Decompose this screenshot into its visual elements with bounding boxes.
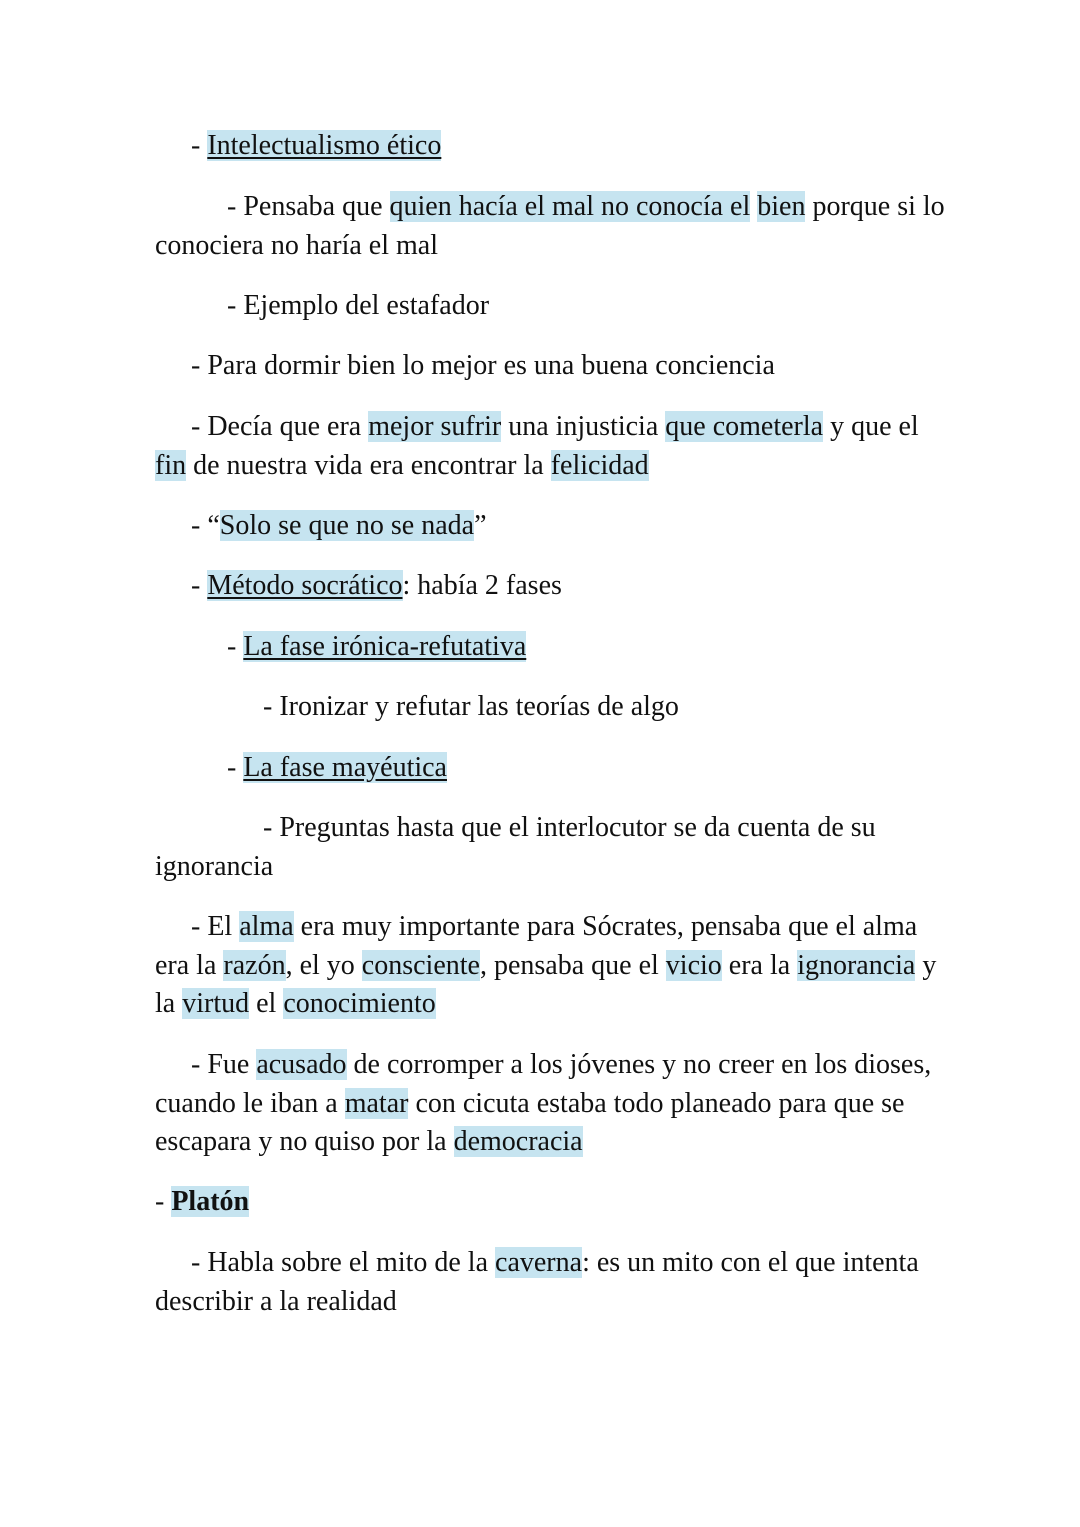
highlighted-text: alma: [239, 911, 294, 942]
bullet-dash: -: [227, 631, 244, 662]
highlighted-text: quien hacía el mal no conocía el: [389, 191, 751, 222]
highlighted-text: vicio: [665, 949, 722, 981]
highlighted-text: conocimiento: [283, 988, 436, 1019]
text-run: ”: [474, 510, 487, 541]
highlighted-text: mejor sufrir: [368, 411, 502, 442]
highlighted-text: La fase mayéutica: [243, 752, 447, 783]
text-run: : había 2 fases: [402, 570, 562, 601]
highlighted-text: consciente: [361, 949, 480, 981]
bullet-dash: -: [263, 691, 280, 722]
heading-platon: [155, 1183, 945, 1222]
text-run: Ironizar y refutar las teorías de algo: [279, 691, 679, 722]
highlighted-text: que cometerla: [665, 411, 824, 442]
bullet-dash: -: [227, 290, 244, 321]
bullet-dash: -: [191, 130, 208, 161]
text-run: el: [249, 988, 284, 1019]
heading-metodo-socratico: [155, 567, 945, 606]
text-run: Preguntas hasta que el interlocutor se da cuenta de su ignorancia: [155, 812, 876, 882]
text-run: Habla sobre el mito de la: [207, 1247, 496, 1278]
text-run: porque si lo conociera no haría el mal: [155, 191, 945, 261]
highlighted-text: La fase irónica-refutativa: [243, 631, 527, 662]
highlighted-text: matar: [344, 1087, 409, 1119]
bullet-dash: -: [227, 191, 244, 222]
note-mejor-sufrir: [155, 408, 945, 485]
highlighted-text: Solo se que no se nada: [219, 510, 475, 541]
text-run: , pensaba que el: [479, 949, 666, 981]
highlighted-text: Platón: [171, 1186, 250, 1217]
highlighted-text: bien: [757, 191, 806, 222]
note-ironizar: [155, 688, 945, 727]
highlighted-text: razón: [223, 949, 286, 981]
note-preguntas: [155, 809, 945, 886]
text-run: Fue: [207, 1049, 257, 1080]
text-run: , el yo: [285, 949, 362, 981]
bullet-dash: -: [191, 510, 208, 541]
text-run: y la: [155, 949, 937, 1019]
text-run: El: [207, 911, 240, 942]
bullet-dash: -: [227, 752, 244, 783]
text-run: de corromper a los jóvenes y no creer en los dioses, cuando le iban a: [155, 1049, 932, 1119]
highlighted-text: fin: [155, 449, 187, 481]
highlighted-text: ignorancia: [797, 949, 916, 981]
text-run: y que el: [823, 411, 919, 442]
highlighted-text: felicidad: [550, 449, 649, 481]
bullet-dash: -: [191, 1049, 208, 1080]
heading-fase-ironica: [155, 628, 945, 667]
text-run: Pensaba que: [243, 191, 390, 222]
note-pensaba-que: [155, 188, 945, 265]
text-run: Ejemplo del estafador: [243, 290, 490, 321]
heading-fase-mayeutica: [155, 749, 945, 788]
bullet-dash: -: [191, 350, 208, 381]
bullet-dash: -: [191, 411, 208, 442]
highlighted-text: Intelectualismo ético: [207, 130, 442, 161]
note-ejemplo-estafador: [155, 287, 945, 326]
text-run: con cicuta estaba todo planeado para que se escapara y no quiso por la: [155, 1087, 905, 1157]
text-run: de nuestra vida era encontrar la: [186, 449, 551, 481]
bullet-dash: -: [263, 812, 280, 843]
note-dormir-bien: [155, 347, 945, 386]
text-run: Para dormir bien lo mejor es una buena conciencia: [207, 350, 775, 381]
highlighted-text: democracia: [453, 1126, 583, 1157]
text-run: era muy importante para Sócrates, pensaba que el alma era la: [155, 911, 918, 981]
bullet-dash: -: [191, 570, 208, 601]
heading-intelectualismo-etico: [155, 127, 945, 166]
note-alma: [155, 908, 945, 1024]
highlighted-text: Método socrático: [207, 570, 403, 601]
note-solo-se: [155, 507, 945, 546]
note-acusado: [155, 1046, 945, 1162]
text-run: era la: [721, 949, 798, 981]
bullet-dash: -: [191, 911, 208, 942]
text-run: una injusticia: [501, 411, 666, 442]
text-run: Decía que era: [207, 411, 369, 442]
text-run: “: [207, 510, 220, 541]
text-run: : es un mito con el que intenta describir a la realidad: [155, 1247, 919, 1317]
highlighted-text: acusado: [256, 1049, 347, 1080]
bullet-dash: -: [191, 1247, 208, 1278]
bullet-dash: -: [155, 1186, 172, 1217]
note-caverna: [155, 1244, 945, 1321]
highlighted-text: caverna: [495, 1247, 583, 1278]
highlighted-text: virtud: [182, 988, 250, 1019]
